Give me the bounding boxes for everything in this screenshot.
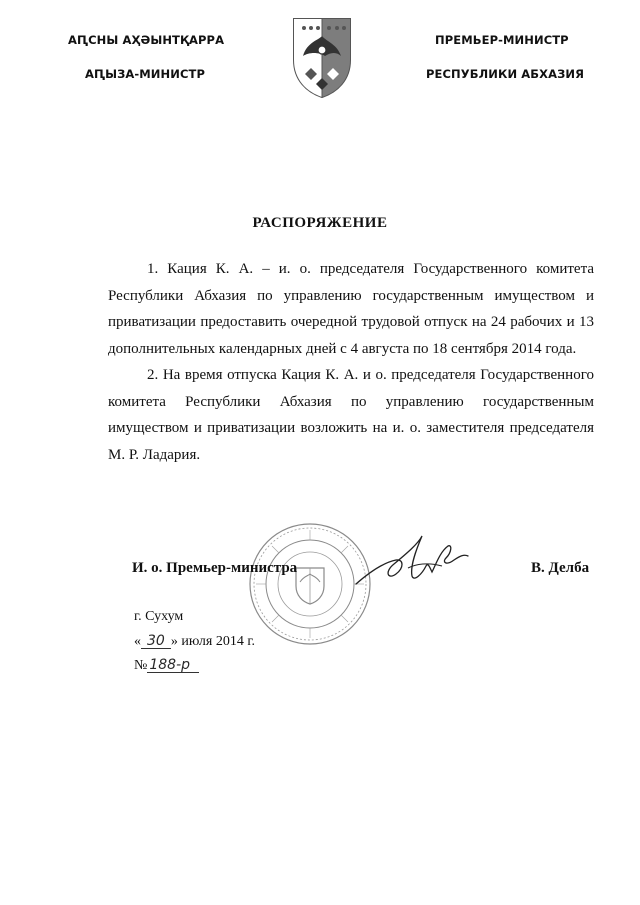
date-open-quote: « — [134, 634, 141, 649]
header-left-line2: АԤЫЗА-МИНИСТР — [85, 67, 205, 81]
paragraph-2: 2. На время отпуска Кация К. А. и о. председателя Государственного комитета Республики Абхазия по управлению государственным имуществом и приватизации возложить на и. о. заместителя председателя М. Р. Ладария. — [108, 367, 594, 463]
issue-date — [134, 634, 255, 650]
number-handwritten: 188-р — [147, 658, 199, 673]
date-day-handwritten: 30 — [141, 634, 171, 649]
coat-of-arms-icon — [291, 16, 353, 100]
signatory-name: В. Делба — [531, 560, 590, 576]
document-body — [108, 256, 594, 468]
header-right-line1: ПРЕМЬЕР-МИНИСТР — [435, 33, 569, 47]
document-number — [134, 658, 199, 674]
signatory-position: И. о. Премьер-министра — [132, 560, 298, 576]
place-of-issue: г. Сухум — [134, 609, 184, 624]
header-left-line1: АԤСНЫ АҲӘЫНТҚАРРА — [68, 33, 225, 47]
document-title: РАСПОРЯЖЕНИЕ — [252, 215, 388, 231]
handwritten-signature — [352, 526, 472, 596]
header-right-line2: РЕСПУБЛИКИ АБХАЗИЯ — [426, 67, 585, 81]
paragraph-1: 1. Кация К. А. – и. о. председателя Государственного комитета Республики Абхазия по управлению государственным имуществом и приватизации предоставить очередной трудовой отпуск на 24 рабочих и 13 дополнительных календарных дней с 4 августа по 18 сентября 2014 года. — [108, 261, 594, 357]
number-prefix: № — [134, 658, 148, 673]
date-rest: » июля 2014 г. — [170, 634, 256, 649]
